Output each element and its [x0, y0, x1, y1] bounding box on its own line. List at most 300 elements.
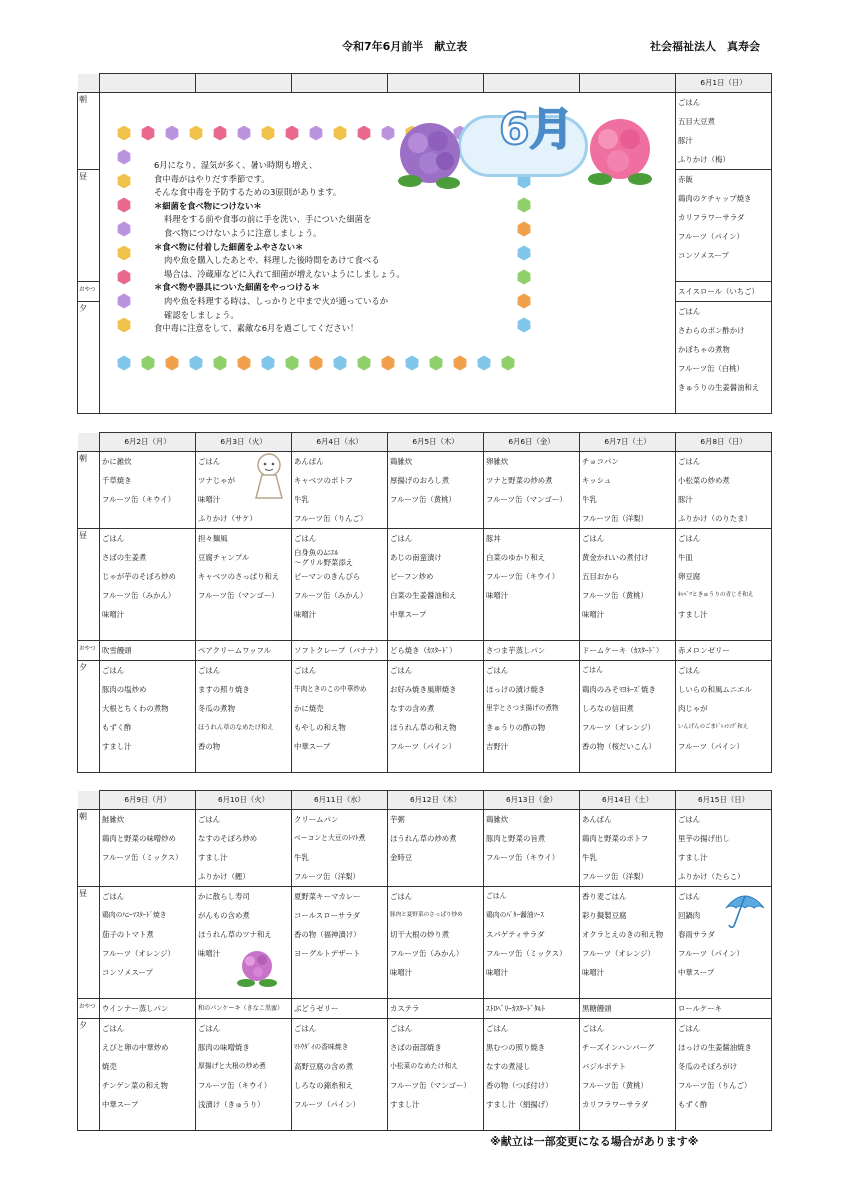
- border-hexagon: [517, 317, 531, 333]
- border-hexagon: [117, 355, 131, 371]
- menu-item: フルーツ缶（白桃）: [678, 364, 744, 373]
- menu-item: 味噌汁: [582, 610, 605, 619]
- menu-item: ごはん: [390, 892, 413, 901]
- menu-item: 夏野菜キーマカレー: [294, 892, 361, 901]
- menu-cell-oyatsu: さつま芋蒸しパン: [484, 641, 580, 661]
- menu-item: フルーツ（パイン）: [390, 742, 456, 751]
- menu-item: 味噌汁: [198, 495, 221, 504]
- notice-heading: ＊細菌を食べ物につけない＊: [154, 200, 262, 211]
- menu-cell-oyatsu: ぶどうゼリー: [292, 999, 388, 1019]
- menu-item: 豚肉の塩炒め: [102, 685, 147, 694]
- border-hexagon: [165, 125, 179, 141]
- menu-item: さばの南部焼き: [390, 1043, 442, 1052]
- notice-heading: ＊食べ物に付着した細菌をふやさない＊: [154, 241, 304, 252]
- border-hexagon: [141, 125, 155, 141]
- menu-item: ﾏﾄｳﾀﾞｲの香味焼き: [294, 1043, 349, 1051]
- menu-cell-hiru: [676, 529, 772, 641]
- hydrangea-small-icon: [234, 948, 280, 990]
- border-hexagon: [117, 125, 131, 141]
- menu-item: ほっけの漬け焼き: [486, 685, 546, 694]
- border-hexagon: [189, 125, 203, 141]
- menu-item: コンソメスープ: [678, 251, 729, 260]
- date-header: 6月1日（日）: [676, 74, 772, 93]
- menu-item: じゃが芋のそぼろ炒め: [102, 572, 176, 581]
- menu-item: カリフラワーサラダ: [582, 1100, 649, 1109]
- notice-text: [154, 159, 405, 336]
- menu-cell-hiru: [388, 529, 484, 641]
- menu-cell-asa: [676, 93, 772, 170]
- menu-cell-hiru: [100, 529, 196, 641]
- menu-item: 厚揚げと大根の炒め煮: [198, 1062, 266, 1070]
- menu-cell-hiru: [580, 529, 676, 641]
- menu-cell-oyatsu: どら焼き（ｶｽﾀｰﾄﾞ）: [388, 641, 484, 661]
- menu-cell-hiru: [484, 887, 580, 999]
- menu-item: フルーツ（オレンジ）: [582, 949, 655, 958]
- menu-item: ほっけの生姜醤油焼き: [678, 1043, 752, 1052]
- border-hexagon: [517, 197, 531, 213]
- border-hexagon: [517, 269, 531, 285]
- border-hexagon: [309, 125, 323, 141]
- week3-table: [77, 790, 772, 1131]
- menu-item: ごはん: [294, 666, 317, 675]
- menu-item: 豚肉と夏野菜のさっぱり炒め: [390, 912, 463, 918]
- date-header: 6月7日（土）: [580, 433, 676, 452]
- border-hexagon: [189, 355, 203, 371]
- menu-item: ふりかけ（のりたま）: [678, 514, 752, 523]
- menu-cell-asa: [676, 810, 772, 887]
- menu-item: かに散らし寿司: [198, 892, 250, 901]
- notice-line: そんな食中毒を予防するための3原則があります。: [154, 187, 342, 198]
- menu-item: しろなの錦糸和え: [294, 1081, 354, 1090]
- notice-line: 肉や魚を購入したあとや、料理した後時間をあけて食べる: [164, 255, 380, 266]
- umbrella-icon: [722, 888, 768, 930]
- menu-item: ごはん: [294, 1024, 317, 1033]
- menu-item: ごはん: [678, 666, 701, 675]
- page-title: 令和7年6月前半 献立表: [342, 40, 468, 53]
- border-hexagon: [477, 355, 491, 371]
- menu-item: チンゲン菜の和え物: [102, 1081, 168, 1090]
- menu-item: 五目大豆煮: [678, 117, 715, 126]
- menu-item: ごはん: [102, 534, 125, 543]
- month-badge: [458, 104, 588, 177]
- menu-item: フルーツ缶（マンゴー）: [486, 495, 567, 504]
- menu-item: もずく酢: [102, 723, 132, 732]
- menu-item: ごはん: [102, 666, 125, 675]
- border-hexagon: [117, 221, 131, 237]
- menu-item: 黄金かれいの煮付け: [582, 553, 649, 562]
- menu-item: 切干大根の炒り煮: [390, 930, 450, 939]
- menu-item: 牛乳: [582, 853, 597, 862]
- menu-item: フルーツ缶（みかん）: [390, 949, 464, 958]
- menu-cell-yoru: [388, 661, 484, 773]
- menu-item: 茄子のトマト煮: [102, 930, 154, 939]
- menu-item: ごはん: [486, 892, 507, 900]
- menu-item: 白菜の生姜醤油和え: [390, 591, 457, 600]
- notice-panel: [100, 93, 676, 414]
- menu-item: ～グリル野菜添え: [294, 557, 354, 567]
- menu-item: 鶏肉のみそﾏﾖﾈｰｽﾞ焼き: [582, 685, 656, 694]
- menu-cell-oyatsu: ウインナー蒸しパン: [100, 999, 196, 1019]
- menu-item: ごはん: [198, 815, 221, 824]
- menu-item: 中華スープ: [390, 610, 427, 619]
- menu-item: 冬瓜の煮物: [198, 704, 235, 713]
- menu-item: なすの含め煮: [390, 704, 435, 713]
- menu-item: 回鍋肉: [678, 911, 701, 920]
- menu-item: ベーコンと大豆のﾄﾏﾄ煮: [294, 834, 366, 842]
- border-hexagon: [117, 197, 131, 213]
- menu-item: ツナじゃが: [198, 476, 235, 485]
- menu-cell-oyatsu: 赤メロンゼリー: [676, 641, 772, 661]
- menu-item: 鶏肉と野菜の味噌炒め: [102, 834, 176, 843]
- menu-item: 牛乳: [294, 853, 309, 862]
- menu-item: 白菜のゆかり和え: [486, 553, 546, 562]
- menu-item: ごはん: [198, 1024, 221, 1033]
- menu-cell-oyatsu: ペアクリームワッフル: [196, 641, 292, 661]
- date-header: 6月4日（水）: [292, 433, 388, 452]
- menu-item: フルーツ缶（黄桃）: [390, 495, 456, 504]
- menu-item: フルーツ缶（キウイ）: [486, 853, 560, 862]
- border-hexagon: [309, 355, 323, 371]
- notice-line: 確認をしましょう。: [164, 309, 239, 320]
- menu-item: ほうれん草の和え物: [390, 723, 457, 732]
- menu-item: ごはん: [678, 892, 701, 901]
- menu-cell-hiru: [292, 529, 388, 641]
- date-header: 6月13日（金）: [484, 791, 580, 810]
- border-hexagon: [517, 293, 531, 309]
- menu-cell-hiru: [388, 887, 484, 999]
- menu-item: フルーツ缶（みかん）: [294, 591, 368, 600]
- menu-item: ごはん: [390, 534, 413, 543]
- hydrangea-pink-icon: [580, 109, 660, 189]
- menu-item: ごはん: [582, 534, 605, 543]
- menu-item: 中華スープ: [294, 742, 331, 751]
- menu-item: 中華スープ: [678, 968, 715, 977]
- teru-teru-bozu-icon: [252, 452, 286, 502]
- border-hexagon: [453, 355, 467, 371]
- border-hexagon: [261, 355, 275, 371]
- menu-item: コンソメスープ: [102, 968, 153, 977]
- menu-item: さわらのポン酢かけ: [678, 326, 745, 335]
- menu-item: 牛乳: [582, 495, 597, 504]
- menu-item: ほうれん草の炒め煮: [390, 834, 457, 843]
- menu-cell-hiru: [100, 887, 196, 999]
- meal-label-asa: 朝: [78, 452, 100, 529]
- border-hexagon: [117, 173, 131, 189]
- menu-item: すまし汁: [102, 742, 132, 751]
- border-hexagon: [381, 355, 395, 371]
- menu-item: キャベツのポトフ: [294, 476, 353, 485]
- menu-item: ごはん: [678, 307, 701, 316]
- menu-item: ごはん: [198, 457, 221, 466]
- menu-item: 味噌汁: [486, 968, 509, 977]
- menu-item: 白身魚のﾑﾆｴﾙ: [294, 548, 339, 557]
- menu-cell-yoru: [676, 661, 772, 773]
- menu-item: スパゲティサラダ: [486, 930, 545, 939]
- menu-item: ごはん: [102, 892, 125, 901]
- menu-item: オクラとえのきの和え物: [582, 930, 664, 939]
- organization-name: 社会福祉法人 真寿会: [650, 40, 760, 53]
- menu-item: 豚肉の味噌焼き: [198, 1043, 250, 1052]
- border-hexagon: [517, 221, 531, 237]
- menu-item: スイスロール（いちご）: [678, 287, 759, 296]
- month-badge-text: 6月: [499, 104, 574, 155]
- menu-cell-yoru: [196, 661, 292, 773]
- footnote: ※献立は一部変更になる場合があります※: [490, 1135, 699, 1148]
- border-hexagon: [261, 125, 275, 141]
- menu-item: ごはん: [486, 666, 509, 675]
- meal-label-asa: 朝: [78, 810, 100, 887]
- menu-item: ごはん: [678, 815, 701, 824]
- menu-item: なすの煮浸し: [486, 1062, 531, 1071]
- menu-item: 鶏雑炊: [486, 815, 509, 824]
- border-hexagon: [357, 125, 371, 141]
- menu-item: 金時豆: [390, 853, 413, 862]
- border-hexagon: [117, 317, 131, 333]
- menu-item: 五目おから: [582, 572, 619, 581]
- menu-item: お好み焼き風卵焼き: [390, 685, 457, 694]
- menu-item: ごはん: [390, 666, 413, 675]
- menu-item: ふりかけ（梅）: [678, 155, 730, 164]
- menu-item: 浅漬け（きゅうり）: [198, 1100, 265, 1109]
- menu-item: バジルポテト: [582, 1062, 627, 1071]
- menu-item: 千草焼き: [102, 476, 132, 485]
- menu-item: 味噌汁: [102, 610, 125, 619]
- menu-item: 香の物: [198, 742, 221, 751]
- menu-item: 豆腐チャンプル: [198, 553, 250, 562]
- menu-item: 卵雑炊: [486, 457, 509, 466]
- menu-item: チョコパン: [582, 457, 619, 466]
- date-header: 6月11日（水）: [292, 791, 388, 810]
- menu-item: えびと卵の中華炒め: [102, 1043, 169, 1052]
- date-header: 6月5日（木）: [388, 433, 484, 452]
- border-hexagon: [333, 125, 347, 141]
- menu-item: 卵豆腐: [678, 572, 701, 581]
- border-hexagon: [117, 245, 131, 261]
- menu-item: 小松菜の炒め煮: [678, 476, 730, 485]
- menu-item: フルーツ缶（キウイ）: [198, 1081, 272, 1090]
- menu-item: 彩り擬製豆腐: [582, 911, 627, 920]
- border-hexagon: [141, 355, 155, 371]
- menu-cell-asa: [676, 452, 772, 529]
- meal-label-asa: 朝: [78, 93, 100, 170]
- date-header: 6月12日（木）: [388, 791, 484, 810]
- menu-item: 味噌汁: [582, 968, 605, 977]
- menu-item: ますの照り焼き: [198, 685, 250, 694]
- notice-line: 6月になり、湿気が多く、暑い時期も増え、: [154, 160, 318, 170]
- border-hexagon: [213, 125, 227, 141]
- notice-line: 場合は、冷蔵庫などに入れて細菌が増えないようにしましょう。: [164, 268, 405, 279]
- menu-item: きゅうりの酢の物: [486, 723, 546, 732]
- menu-item: キャベツのさっぱり和え: [198, 572, 280, 581]
- menu-item: ふりかけ（たらこ）: [678, 872, 745, 881]
- menu-cell-oyatsu: ロールケーキ: [676, 999, 772, 1019]
- menu-item: すまし汁: [198, 853, 228, 862]
- date-header: 6月15日（日）: [676, 791, 772, 810]
- menu-cell-oyatsu: 吹雪饅頭: [100, 641, 196, 661]
- menu-item: 鶏雑炊: [390, 457, 413, 466]
- menu-item: 香の物（福神漬け）: [294, 930, 361, 939]
- border-hexagon: [285, 125, 299, 141]
- menu-item: ｷｬﾍﾞﾂときゅうりの青じそ和え: [678, 592, 754, 598]
- border-hexagon: [501, 355, 515, 371]
- menu-item: ごはん: [678, 457, 701, 466]
- menu-item: さばの生姜煮: [102, 553, 147, 562]
- menu-item: フルーツ缶（洋梨）: [294, 872, 360, 881]
- menu-item: チーズインハンバーグ: [582, 1043, 655, 1052]
- menu-item: フルーツ（オレンジ）: [102, 949, 175, 958]
- menu-item: フルーツ缶（みかん）: [102, 591, 176, 600]
- menu-item: ごはん: [390, 1024, 413, 1033]
- menu-cell-asa: [484, 452, 580, 529]
- menu-item: 鶏肉のケチャップ焼き: [678, 194, 752, 203]
- menu-item: すまし汁: [678, 610, 708, 619]
- menu-item: ごはん: [678, 1024, 701, 1033]
- menu-cell-yoru: [580, 1019, 676, 1131]
- meal-label-oyatsu: おやつ: [78, 641, 100, 661]
- menu-item: フルーツ缶（キウイ）: [486, 572, 560, 581]
- menu-item: もやしの和え物: [294, 723, 346, 732]
- menu-item: あんぱん: [294, 457, 324, 466]
- menu-item: ほうれん草のツナ和え: [198, 930, 272, 939]
- menu-item: フルーツ缶（ミックス）: [486, 949, 567, 958]
- menu-cell-yoru: [484, 1019, 580, 1131]
- border-hexagon: [333, 355, 347, 371]
- date-header: 6月9日（月）: [100, 791, 196, 810]
- menu-item: 味噌汁: [390, 968, 413, 977]
- menu-item: 豚汁: [678, 495, 693, 504]
- menu-item: 肉じゃが: [678, 704, 708, 713]
- menu-item: フルーツ（パイン）: [294, 1100, 360, 1109]
- menu-item: 厚揚げのおろし煮: [390, 476, 450, 485]
- menu-cell-yoru: [196, 1019, 292, 1131]
- menu-item: いんげんのごまﾄﾞﾚｯｼﾝｸﾞ和え: [678, 724, 749, 730]
- menu-item: ほうれん草のなめたけ和え: [198, 724, 274, 731]
- menu-item: ごはん: [294, 534, 317, 543]
- menu-item: 香の物（桜だいこん）: [582, 742, 656, 751]
- meal-label-yoru: 夕: [78, 1019, 100, 1131]
- border-hexagon: [117, 293, 131, 309]
- menu-cell-asa: [388, 452, 484, 529]
- menu-item: 豚肉と野菜の旨煮: [486, 834, 546, 843]
- menu-item: クリームパン: [294, 815, 339, 824]
- menu-item: 鶏肉のﾊﾆｰﾏｽﾀｰﾄﾞ焼き: [102, 911, 167, 919]
- menu-item: フルーツ缶（ミックス）: [102, 853, 183, 862]
- menu-cell-yoru: [676, 1019, 772, 1131]
- menu-item: フルーツ（パイン）: [678, 232, 744, 241]
- menu-item: フルーツ（パイン）: [678, 949, 744, 958]
- menu-cell-oyatsu: ドームケーキ（ｶｽﾀｰﾄﾞ）: [580, 641, 676, 661]
- border-hexagon: [285, 355, 299, 371]
- menu-cell-yoru: [100, 661, 196, 773]
- menu-item: ふりかけ（サケ）: [198, 514, 257, 523]
- menu-item: もずく酢: [678, 1100, 708, 1109]
- menu-item: 里芋の揚げ出し: [678, 834, 730, 843]
- menu-item: 赤飯: [678, 175, 693, 184]
- notice-heading: ＊食べ物や器具についた細菌をやっつける＊: [154, 282, 320, 293]
- date-header: 6月2日（月）: [100, 433, 196, 452]
- menu-item: ごはん: [486, 1024, 509, 1033]
- menu-item: 冬瓜のそぼろがけ: [678, 1062, 738, 1071]
- menu-item: 芋粥: [390, 815, 405, 824]
- border-hexagon: [405, 355, 419, 371]
- menu-item: 牛肉ときのこの中華炒め: [294, 685, 367, 693]
- menu-item: フルーツ缶（洋梨）: [582, 514, 648, 523]
- menu-item: 香の物（つぼ付け）: [486, 1081, 553, 1090]
- menu-cell-oyatsu: カステラ: [388, 999, 484, 1019]
- menu-cell-yoru: [388, 1019, 484, 1131]
- menu-item: 大根とちくわの煮物: [102, 704, 169, 713]
- menu-cell-asa: [580, 452, 676, 529]
- menu-item: 焼売: [102, 1062, 117, 1071]
- menu-item: ヨーグルトデザート: [294, 949, 361, 958]
- menu-cell-oyatsu: [676, 282, 772, 302]
- menu-item: すまし汁: [390, 1100, 420, 1109]
- border-hexagon: [117, 269, 131, 285]
- menu-item: フルーツ缶（りんご）: [294, 514, 368, 523]
- date-header: 6月14日（土）: [580, 791, 676, 810]
- menu-cell-hiru: [292, 887, 388, 999]
- menu-cell-yoru: [292, 661, 388, 773]
- menu-cell-hiru: [196, 529, 292, 641]
- menu-item: ごはん: [102, 1024, 125, 1033]
- menu-item: 豚汁: [678, 136, 693, 145]
- meal-label-yoru: 夕: [78, 302, 100, 414]
- menu-item: 鶏肉と野菜のポトフ: [582, 834, 649, 843]
- border-hexagon: [237, 355, 251, 371]
- menu-item: コールスローサラダ: [294, 911, 361, 920]
- menu-item: 中華スープ: [102, 1100, 139, 1109]
- week1-table: [77, 73, 772, 414]
- menu-item: かに焼売: [294, 704, 324, 713]
- week2-table: [77, 432, 772, 773]
- menu-cell-asa: [292, 452, 388, 529]
- menu-cell-yoru: [292, 1019, 388, 1131]
- border-hexagon: [117, 149, 131, 165]
- notice-line: 食中毒に注意をして、素敵な6月を過ごしてください！: [154, 323, 359, 334]
- menu-item: すまし汁: [678, 853, 708, 862]
- menu-item: 小松菜のなめたけ和え: [390, 1062, 458, 1070]
- menu-cell-oyatsu: 和のパンケーキ（きなこ黒蜜）: [196, 999, 292, 1019]
- menu-cell-hiru: [580, 887, 676, 999]
- meal-label-hiru: 昼: [78, 529, 100, 641]
- menu-cell-yoru: [676, 302, 772, 414]
- menu-item: 鮭雑炊: [102, 815, 125, 824]
- menu-item: フルーツ缶（りんご）: [678, 1081, 752, 1090]
- menu-cell-asa: [388, 810, 484, 887]
- menu-item: 香り麦ごはん: [582, 892, 627, 901]
- border-hexagon: [357, 355, 371, 371]
- menu-cell-asa: [580, 810, 676, 887]
- menu-cell-hiru: [484, 529, 580, 641]
- menu-item: 鶏肉のﾊﾞﾀｰ醤油ｿｰｽ: [486, 911, 544, 919]
- menu-item: フルーツ缶（キウイ）: [102, 495, 176, 504]
- notice-line: 食べ物につけないように注意しましょう。: [164, 227, 322, 238]
- menu-item: キッシュ: [582, 476, 612, 485]
- menu-item: フルーツ缶（黄桃）: [582, 591, 648, 600]
- menu-item: ふりかけ（鰹）: [198, 872, 250, 881]
- menu-item: フルーツ缶（洋梨）: [582, 872, 648, 881]
- notice-line: 食中毒がはやりだす季節です。: [154, 173, 270, 184]
- menu-cell-asa: [484, 810, 580, 887]
- menu-item: ツナと野菜の炒め煮: [486, 476, 553, 485]
- menu-item: 春雨サラダ: [678, 930, 715, 939]
- menu-item: 味噌汁: [486, 591, 509, 600]
- menu-item: フルーツ缶（黄桃）: [582, 1081, 648, 1090]
- menu-item: カリフラワーサラダ: [678, 213, 745, 222]
- border-hexagon: [165, 355, 179, 371]
- menu-item: 里芋とさつま揚げの煮物: [486, 704, 559, 712]
- menu-item: しろなの信田煮: [582, 704, 634, 713]
